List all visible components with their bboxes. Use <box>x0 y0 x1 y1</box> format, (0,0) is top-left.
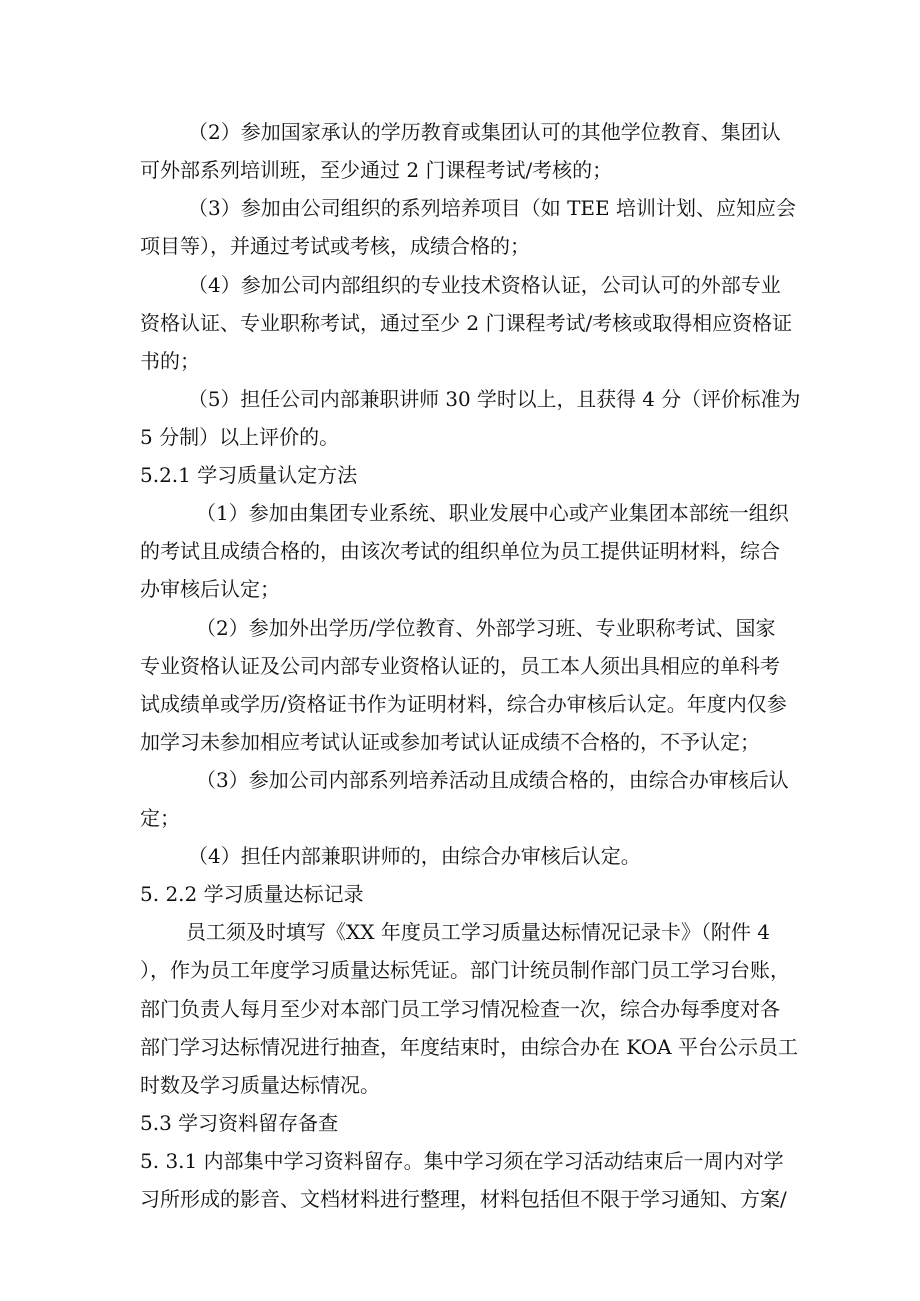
paragraph-line: （3）参加公司内部系列培养活动且成绩合格的，由综合办审核后认 <box>196 768 789 792</box>
paragraph-line: 5. 3.1 内部集中学习资料留存。集中学习须在学习活动结束后一周内对学 <box>140 1149 784 1173</box>
paragraph-line: 时数及学习质量达标情况。 <box>140 1073 380 1097</box>
paragraph-line: 加学习未参加相应考试认证或参加考试认证成绩不合格的，不予认定； <box>140 730 760 754</box>
paragraph-line: 专业资格认证及公司内部专业资格认证的，员工本人须出具相应的单科考 <box>140 654 780 678</box>
paragraph-line: （4）担任内部兼职讲师的，由综合办审核后认定。 <box>188 844 641 868</box>
section-heading: 5.3 学习资料留存备查 <box>140 1111 339 1135</box>
paragraph-line: （2）参加外出学历/学位教育、外部学习班、专业职称考试、国家 <box>196 616 776 640</box>
section-heading: 5.2.1 学习质量认定方法 <box>140 463 358 487</box>
paragraph-line: 资格认证、专业职称考试，通过至少 2 门课程考试/考核或取得相应资格证 <box>140 311 793 335</box>
paragraph-line: 5 分制）以上评价的。 <box>140 425 340 449</box>
paragraph-line: 试成绩单或学历/资格证书作为证明材料，综合办审核后认定。年度内仅参 <box>140 692 787 716</box>
paragraph-line: （5）担任公司内部兼职讲师 30 学时以上，且获得 4 分（评价标准为 <box>188 387 801 411</box>
paragraph-line: （4）参加公司内部组织的专业技术资格认证，公司认可的外部专业 <box>188 273 781 297</box>
paragraph-line: 书的； <box>140 349 200 373</box>
paragraph-line: 可外部系列培训班，至少通过 2 门课程考试/考核的； <box>140 158 613 182</box>
paragraph-line: 习所形成的影音、文档材料进行整理，材料包括但不限于学习通知、方案/ <box>140 1187 787 1211</box>
paragraph-line: ），作为员工年度学习质量达标凭证。部门计统员制作部门员工学习台账， <box>140 958 790 982</box>
paragraph-line: 定； <box>140 806 180 830</box>
paragraph-line: （3）参加由公司组织的系列培养项目（如 TEE 培训计划、应知应会 <box>188 196 796 220</box>
paragraph-line: 部门负责人每月至少对本部门员工学习情况检查一次，综合办每季度对各 <box>140 997 780 1021</box>
paragraph-line: 员工须及时填写《XX 年度员工学习质量达标情况记录卡》（附件 4 <box>186 920 770 944</box>
paragraph-line: 项目等），并通过考试或考核，成绩合格的； <box>140 234 530 258</box>
paragraph-line: （1）参加由集团专业系统、职业发展中心或产业集团本部统一组织 <box>196 501 789 525</box>
paragraph-line: 部门学习达标情况进行抽查，年度结束时，由综合办在 KOA 平台公示员工 <box>140 1035 798 1059</box>
paragraph-line: 的考试且成绩合格的，由该次考试的组织单位为员工提供证明材料，综合 <box>140 539 780 563</box>
section-heading: 5. 2.2 学习质量达标记录 <box>140 882 364 906</box>
paragraph-line: （2）参加国家承认的学历教育或集团认可的其他学位教育、集团认 <box>188 120 781 144</box>
paragraph-line: 办审核后认定； <box>140 577 280 601</box>
